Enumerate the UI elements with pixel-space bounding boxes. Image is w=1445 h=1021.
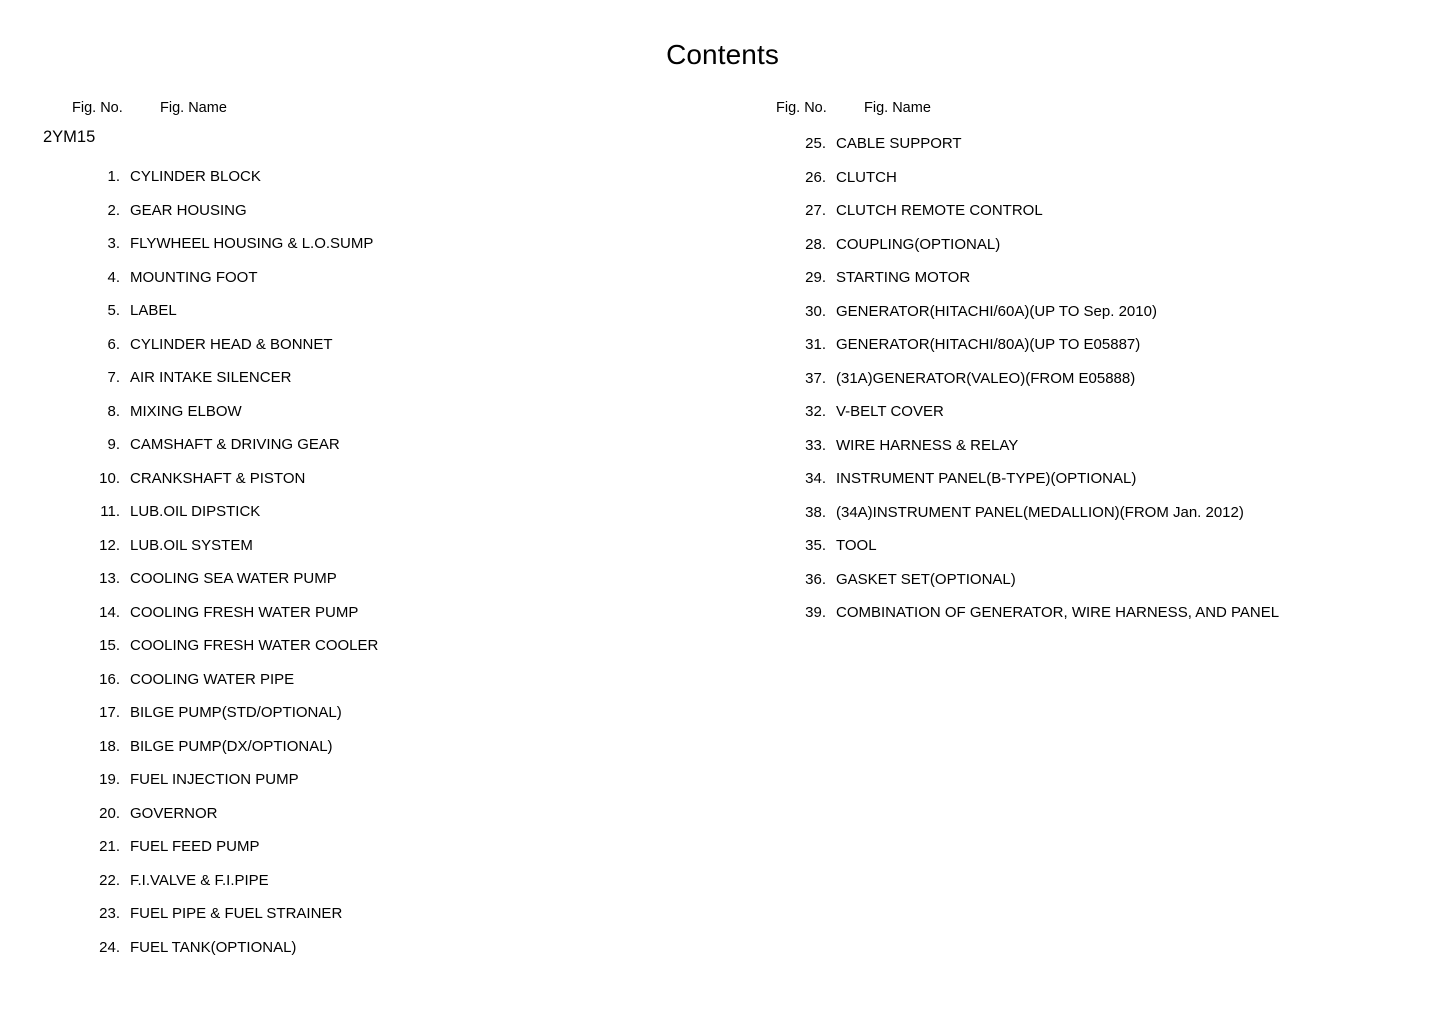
fig-row[interactable]: [42, 897, 742, 931]
fig-row[interactable]: [42, 562, 742, 596]
fig-no: 10.: [99, 469, 120, 487]
fig-row[interactable]: [776, 529, 1436, 563]
fig-name: GOVERNOR: [130, 804, 218, 822]
fig-row[interactable]: [42, 529, 742, 563]
fig-name: LUB.OIL SYSTEM: [130, 536, 253, 554]
fig-name: BILGE PUMP(STD/OPTIONAL): [130, 704, 342, 721]
fig-row[interactable]: [776, 395, 1436, 429]
fig-no: 23.: [99, 905, 120, 922]
fig-no: 3.: [107, 235, 120, 252]
fig-name: (31A)GENERATOR(VALEO)(FROM E05888): [836, 369, 1136, 387]
fig-row[interactable]: [776, 261, 1436, 295]
fig-no: 11.: [100, 503, 120, 520]
fig-row[interactable]: [42, 294, 742, 328]
fig-name: MIXING ELBOW: [130, 402, 242, 420]
fig-no: 20.: [99, 804, 120, 822]
fig-no: 2.: [107, 201, 120, 219]
fig-row[interactable]: [42, 261, 742, 295]
fig-row[interactable]: [42, 227, 742, 261]
fig-row[interactable]: [776, 127, 1436, 161]
fig-name: BILGE PUMP(DX/OPTIONAL): [130, 737, 333, 755]
fig-row[interactable]: [42, 596, 742, 630]
fig-name: CLUTCH REMOTE CONTROL: [836, 202, 1043, 219]
fig-no: 26.: [805, 168, 826, 186]
fig-row[interactable]: [42, 428, 742, 462]
fig-name: COOLING FRESH WATER COOLER: [130, 637, 379, 654]
fig-row[interactable]: [42, 395, 742, 429]
fig-name: GEAR HOUSING: [130, 201, 247, 219]
fig-name: STARTING MOTOR: [836, 269, 971, 286]
fig-name: COOLING SEA WATER PUMP: [130, 570, 337, 587]
fig-no: 33.: [805, 436, 826, 454]
fig-name: (34A)INSTRUMENT PANEL(MEDALLION)(FROM Jan. 2012): [836, 503, 1244, 521]
fig-name: GENERATOR(HITACHI/80A)(UP TO E05887): [836, 336, 1141, 353]
fig-name: COMBINATION OF GENERATOR, WIRE HARNESS, AND PANEL: [836, 604, 1280, 621]
fig-no: 12.: [99, 536, 120, 554]
fig-no: 27.: [805, 202, 826, 219]
fig-name: FUEL FEED PUMP: [130, 838, 260, 855]
fig-no-header-label: Fig. No.: [72, 100, 123, 116]
fig-name: CYLINDER HEAD & BONNET: [130, 335, 333, 353]
fig-no: 36.: [805, 570, 826, 588]
fig-no: 28.: [805, 235, 826, 253]
fig-name: AIR INTAKE SILENCER: [130, 369, 292, 386]
fig-row[interactable]: [776, 563, 1436, 597]
fig-row[interactable]: [42, 663, 742, 697]
fig-list-right: [776, 127, 1436, 630]
fig-row[interactable]: [42, 328, 742, 362]
fig-name: CRANKSHAFT & PISTON: [130, 469, 306, 487]
fig-row[interactable]: [776, 596, 1436, 630]
fig-row[interactable]: [42, 830, 742, 864]
fig-row[interactable]: [42, 797, 742, 831]
fig-no: 17.: [99, 704, 120, 721]
fig-name: F.I.VALVE & F.I.PIPE: [130, 871, 269, 889]
column-header-right: [776, 96, 1436, 120]
fig-no-header-label: Fig. No.: [776, 100, 827, 116]
fig-list-left: [42, 160, 742, 964]
fig-no: 38.: [805, 503, 826, 521]
fig-no: 25.: [805, 135, 826, 152]
fig-row[interactable]: [42, 361, 742, 395]
fig-row[interactable]: [42, 730, 742, 764]
fig-row[interactable]: [776, 194, 1436, 228]
fig-no: 34.: [805, 470, 826, 487]
fig-name: COOLING FRESH WATER PUMP: [130, 603, 359, 621]
page-title: Contents: [666, 39, 779, 70]
fig-row[interactable]: [776, 228, 1436, 262]
fig-name: FUEL INJECTION PUMP: [130, 771, 299, 788]
fig-no: 6.: [107, 335, 120, 353]
fig-name: CAMSHAFT & DRIVING GEAR: [130, 436, 340, 453]
fig-no: 16.: [99, 670, 120, 688]
fig-name: COUPLING(OPTIONAL): [836, 235, 1001, 253]
fig-name: WIRE HARNESS & RELAY: [836, 436, 1019, 454]
fig-name: CABLE SUPPORT: [836, 135, 962, 152]
fig-row[interactable]: [42, 696, 742, 730]
fig-row[interactable]: [42, 629, 742, 663]
fig-no: 32.: [805, 403, 826, 420]
fig-no: 14.: [99, 603, 120, 621]
fig-name: LUB.OIL DIPSTICK: [130, 503, 261, 520]
fig-row[interactable]: [776, 295, 1436, 329]
fig-row[interactable]: [776, 161, 1436, 195]
fig-row[interactable]: [776, 429, 1436, 463]
column-header-left: [42, 96, 742, 120]
fig-row[interactable]: [776, 496, 1436, 530]
fig-name: FLYWHEEL HOUSING & L.O.SUMP: [130, 235, 374, 252]
fig-name: V-BELT COVER: [836, 403, 944, 420]
fig-no: 5.: [107, 302, 120, 319]
fig-row[interactable]: [776, 362, 1436, 396]
fig-name: FUEL PIPE & FUEL STRAINER: [130, 905, 343, 922]
fig-no: 39.: [805, 604, 826, 621]
fig-no: 7.: [107, 369, 120, 386]
fig-name-header-label: Fig. Name: [160, 100, 227, 116]
fig-no: 21.: [99, 838, 120, 855]
fig-no: 31.: [805, 336, 826, 353]
fig-row[interactable]: [42, 160, 742, 194]
fig-name: COOLING WATER PIPE: [130, 670, 295, 688]
contents-column-right: [776, 96, 1436, 621]
fig-no: 4.: [107, 268, 120, 286]
fig-name: FUEL TANK(OPTIONAL): [130, 938, 297, 956]
fig-row[interactable]: [776, 462, 1436, 496]
fig-name-header-label: Fig. Name: [864, 100, 931, 116]
fig-no: 19.: [99, 771, 120, 788]
fig-name: GASKET SET(OPTIONAL): [836, 570, 1016, 588]
fig-name: CYLINDER BLOCK: [130, 168, 261, 185]
fig-no: 15.: [99, 637, 120, 654]
fig-no: 9.: [107, 436, 120, 453]
fig-no: 22.: [99, 871, 120, 889]
model-label: 2YM15: [43, 128, 96, 146]
fig-row[interactable]: [42, 931, 742, 965]
fig-no: 8.: [107, 402, 120, 420]
fig-row[interactable]: [42, 462, 742, 496]
contents-column-left: [42, 96, 742, 956]
fig-row[interactable]: [776, 328, 1436, 362]
fig-name: GENERATOR(HITACHI/60A)(UP TO Sep. 2010): [836, 302, 1157, 320]
fig-name: MOUNTING FOOT: [130, 268, 258, 286]
fig-no: 29.: [805, 269, 826, 286]
fig-row[interactable]: [42, 763, 742, 797]
fig-no: 24.: [99, 938, 120, 956]
fig-no: 35.: [805, 537, 826, 554]
fig-no: 30.: [805, 302, 826, 320]
fig-row[interactable]: [42, 864, 742, 898]
fig-no: 13.: [99, 570, 120, 587]
fig-row[interactable]: [42, 194, 742, 228]
fig-name: INSTRUMENT PANEL(B-TYPE)(OPTIONAL): [836, 470, 1137, 487]
fig-name: LABEL: [130, 302, 177, 319]
fig-name: CLUTCH: [836, 168, 897, 186]
fig-no: 37.: [805, 369, 826, 387]
fig-row[interactable]: [42, 495, 742, 529]
fig-no: 18.: [99, 737, 120, 755]
fig-name: TOOL: [836, 537, 877, 554]
fig-no: 1.: [107, 168, 120, 185]
